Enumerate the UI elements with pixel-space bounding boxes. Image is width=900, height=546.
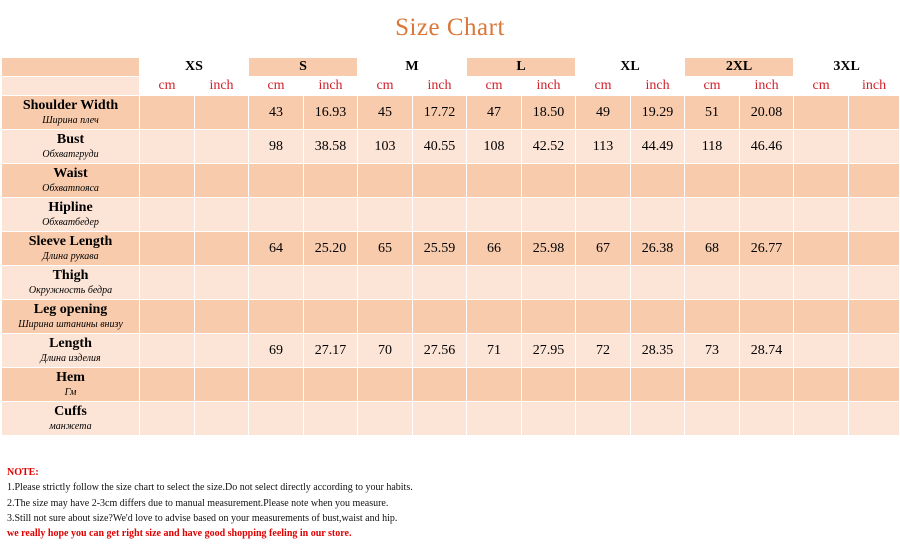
- measurement-name-russian: манжета: [49, 421, 92, 432]
- measurement-row: [2, 130, 900, 164]
- value-cell: 67: [576, 232, 631, 266]
- measurement-name: Sleeve Length: [28, 234, 113, 249]
- value-cell: [740, 164, 794, 198]
- unit-header-row: [2, 77, 900, 96]
- value-cell: [358, 164, 413, 198]
- value-cell: [685, 198, 740, 232]
- unit-cm-m: cm: [358, 77, 413, 96]
- value-cell: 73: [685, 334, 740, 368]
- measurement-name: Cuffs: [54, 404, 87, 419]
- value-cell: 44.49: [631, 130, 685, 164]
- value-cell: [522, 266, 576, 300]
- size-header-s: S: [249, 58, 358, 77]
- value-cell: 66: [467, 232, 522, 266]
- value-cell: 45: [358, 96, 413, 130]
- value-cell: [195, 368, 249, 402]
- value-cell: [849, 130, 900, 164]
- unit-inch-3xl: inch: [849, 77, 900, 96]
- measurement-row: [2, 164, 900, 198]
- value-cell: [467, 266, 522, 300]
- value-cell: [794, 96, 849, 130]
- value-cell: [140, 96, 195, 130]
- value-cell: 40.55: [413, 130, 467, 164]
- size-header-3xl: 3XL: [794, 58, 900, 77]
- value-cell: [413, 402, 467, 436]
- unit-inch-xl: inch: [631, 77, 685, 96]
- value-cell: [631, 368, 685, 402]
- value-cell: [740, 198, 794, 232]
- value-cell: 47: [467, 96, 522, 130]
- measurement-label-cell: [2, 232, 140, 266]
- value-cell: 42.52: [522, 130, 576, 164]
- value-cell: [304, 164, 358, 198]
- note-line-3: 3.Still not sure about size?We'd love to advise based on your measurements of bust,waist and hip.: [7, 512, 398, 524]
- value-cell: [794, 232, 849, 266]
- value-cell: 43: [249, 96, 304, 130]
- value-cell: [849, 164, 900, 198]
- value-cell: [249, 368, 304, 402]
- value-cell: [467, 164, 522, 198]
- value-cell: [685, 402, 740, 436]
- measurement-name: Thigh: [52, 268, 89, 283]
- value-cell: [849, 198, 900, 232]
- value-cell: [522, 198, 576, 232]
- value-cell: 19.29: [631, 96, 685, 130]
- measurement-name: Length: [49, 336, 92, 351]
- value-cell: 118: [685, 130, 740, 164]
- measurement-name-russian: Длина изделия: [40, 353, 101, 364]
- value-cell: [413, 368, 467, 402]
- unit-inch-2xl: inch: [740, 77, 794, 96]
- value-cell: [740, 266, 794, 300]
- value-cell: [849, 232, 900, 266]
- measurement-name-russian: Ширина штанины внизу: [18, 319, 123, 330]
- value-cell: 27.95: [522, 334, 576, 368]
- value-cell: [413, 300, 467, 334]
- unit-inch-m: inch: [413, 77, 467, 96]
- measurement-label-cell: [2, 266, 140, 300]
- value-cell: [849, 334, 900, 368]
- value-cell: [195, 198, 249, 232]
- measurement-name: Hem: [56, 370, 85, 385]
- measurement-label-cell: [2, 334, 140, 368]
- value-cell: [849, 300, 900, 334]
- value-cell: [631, 164, 685, 198]
- value-cell: [140, 300, 195, 334]
- value-cell: [740, 402, 794, 436]
- notes-section: [7, 465, 887, 541]
- notes-closing: we really hope you can get right size and have good shopping feeling in our store.: [7, 528, 352, 540]
- value-cell: [794, 266, 849, 300]
- value-cell: [304, 300, 358, 334]
- value-cell: 65: [358, 232, 413, 266]
- value-cell: 27.56: [413, 334, 467, 368]
- value-cell: [631, 198, 685, 232]
- value-cell: [140, 198, 195, 232]
- measurement-row: [2, 334, 900, 368]
- value-cell: [522, 300, 576, 334]
- measurement-label-cell: [2, 300, 140, 334]
- value-cell: [195, 266, 249, 300]
- size-header-2xl: 2XL: [685, 58, 794, 77]
- value-cell: [467, 198, 522, 232]
- unit-inch-xs: inch: [195, 77, 249, 96]
- unit-corner-cell: [2, 77, 140, 96]
- value-cell: [358, 402, 413, 436]
- value-cell: [140, 164, 195, 198]
- value-cell: [304, 198, 358, 232]
- unit-cm-xl: cm: [576, 77, 631, 96]
- value-cell: 98: [249, 130, 304, 164]
- measurement-label-cell: [2, 368, 140, 402]
- value-cell: [794, 402, 849, 436]
- value-cell: [195, 164, 249, 198]
- value-cell: [794, 130, 849, 164]
- measurement-name: Bust: [56, 132, 85, 147]
- measurement-label-cell: [2, 164, 140, 198]
- notes-heading: NOTE:: [7, 467, 39, 478]
- value-cell: [195, 232, 249, 266]
- value-cell: [249, 164, 304, 198]
- unit-cm-3xl: cm: [794, 77, 849, 96]
- measurement-name-russian: Обхватбедер: [42, 217, 99, 228]
- size-header-xs: XS: [140, 58, 249, 77]
- value-cell: [685, 300, 740, 334]
- value-cell: [195, 300, 249, 334]
- value-cell: [522, 402, 576, 436]
- value-cell: [576, 164, 631, 198]
- value-cell: 51: [685, 96, 740, 130]
- value-cell: [140, 232, 195, 266]
- value-cell: [140, 130, 195, 164]
- value-cell: [249, 198, 304, 232]
- value-cell: [467, 300, 522, 334]
- value-cell: 17.72: [413, 96, 467, 130]
- note-line-1: 1.Please strictly follow the size chart to select the size.Do not select directly according to your habits.: [7, 482, 413, 494]
- measurement-row: [2, 368, 900, 402]
- measurement-row: [2, 198, 900, 232]
- value-cell: [413, 198, 467, 232]
- size-chart-table: [1, 57, 900, 436]
- value-cell: [304, 368, 358, 402]
- value-cell: [195, 402, 249, 436]
- value-cell: [358, 300, 413, 334]
- value-cell: [631, 300, 685, 334]
- value-cell: 108: [467, 130, 522, 164]
- measurement-name-russian: Гм: [64, 387, 77, 398]
- value-cell: 70: [358, 334, 413, 368]
- value-cell: [195, 96, 249, 130]
- value-cell: 25.20: [304, 232, 358, 266]
- unit-cm-xs: cm: [140, 77, 195, 96]
- value-cell: [849, 402, 900, 436]
- value-cell: 113: [576, 130, 631, 164]
- value-cell: 27.17: [304, 334, 358, 368]
- value-cell: [849, 368, 900, 402]
- value-cell: [576, 368, 631, 402]
- value-cell: [140, 402, 195, 436]
- value-cell: [249, 402, 304, 436]
- value-cell: [140, 334, 195, 368]
- unit-cm-s: cm: [249, 77, 304, 96]
- value-cell: 103: [358, 130, 413, 164]
- value-cell: [685, 164, 740, 198]
- value-cell: [740, 300, 794, 334]
- value-cell: 25.98: [522, 232, 576, 266]
- measurement-row: [2, 96, 900, 130]
- value-cell: [849, 266, 900, 300]
- value-cell: [794, 300, 849, 334]
- value-cell: 38.58: [304, 130, 358, 164]
- unit-cm-2xl: cm: [685, 77, 740, 96]
- measurement-name: Hipline: [48, 200, 93, 215]
- value-cell: [631, 402, 685, 436]
- value-cell: [794, 164, 849, 198]
- value-cell: [358, 266, 413, 300]
- size-header-row: [2, 58, 900, 77]
- corner-cell: [2, 58, 140, 77]
- measurement-name-russian: Ширина плеч: [42, 115, 99, 126]
- measurement-name-russian: Окружность бедра: [28, 285, 113, 296]
- value-cell: [413, 164, 467, 198]
- value-cell: [140, 266, 195, 300]
- value-cell: 28.74: [740, 334, 794, 368]
- value-cell: [849, 96, 900, 130]
- value-cell: 71: [467, 334, 522, 368]
- value-cell: [195, 130, 249, 164]
- measurement-row: [2, 402, 900, 436]
- measurement-label-cell: [2, 198, 140, 232]
- measurement-row: [2, 266, 900, 300]
- value-cell: [794, 198, 849, 232]
- unit-inch-l: inch: [522, 77, 576, 96]
- value-cell: [140, 368, 195, 402]
- value-cell: 69: [249, 334, 304, 368]
- value-cell: [576, 300, 631, 334]
- measurement-row: [2, 300, 900, 334]
- value-cell: [740, 368, 794, 402]
- value-cell: 18.50: [522, 96, 576, 130]
- value-cell: 26.38: [631, 232, 685, 266]
- size-header-l: L: [467, 58, 576, 77]
- value-cell: 26.77: [740, 232, 794, 266]
- value-cell: 25.59: [413, 232, 467, 266]
- measurement-label-cell: [2, 402, 140, 436]
- measurement-label-cell: [2, 96, 140, 130]
- measurement-name-russian: Обхватгруди: [42, 149, 99, 160]
- size-header-m: M: [358, 58, 467, 77]
- measurement-name-russian: Длина рукава: [42, 251, 99, 262]
- value-cell: 16.93: [304, 96, 358, 130]
- measurement-row: [2, 232, 900, 266]
- value-cell: [576, 402, 631, 436]
- value-cell: [794, 368, 849, 402]
- value-cell: 28.35: [631, 334, 685, 368]
- value-cell: [358, 198, 413, 232]
- value-cell: [195, 334, 249, 368]
- value-cell: [413, 266, 467, 300]
- measurement-label-cell: [2, 130, 140, 164]
- unit-inch-s: inch: [304, 77, 358, 96]
- measurement-name: Waist: [53, 166, 88, 181]
- value-cell: 68: [685, 232, 740, 266]
- value-cell: [576, 198, 631, 232]
- value-cell: [249, 266, 304, 300]
- measurement-name: Leg opening: [33, 302, 108, 317]
- value-cell: [685, 266, 740, 300]
- value-cell: [304, 266, 358, 300]
- value-cell: [685, 368, 740, 402]
- value-cell: 49: [576, 96, 631, 130]
- unit-cm-l: cm: [467, 77, 522, 96]
- value-cell: [358, 368, 413, 402]
- value-cell: 64: [249, 232, 304, 266]
- page-title: Size Chart: [395, 14, 505, 41]
- size-header-xl: XL: [576, 58, 685, 77]
- value-cell: [467, 402, 522, 436]
- note-line-2: 2.The size may have 2-3cm differs due to manual measurement.Please note when you measure.: [7, 497, 389, 509]
- value-cell: [631, 266, 685, 300]
- measurement-name: Shoulder Width: [22, 98, 119, 113]
- value-cell: [467, 368, 522, 402]
- value-cell: [522, 164, 576, 198]
- value-cell: [304, 402, 358, 436]
- value-cell: 46.46: [740, 130, 794, 164]
- value-cell: 72: [576, 334, 631, 368]
- value-cell: [249, 300, 304, 334]
- value-cell: 20.08: [740, 96, 794, 130]
- value-cell: [576, 266, 631, 300]
- value-cell: [794, 334, 849, 368]
- measurement-name-russian: Обхватпояса: [42, 183, 99, 194]
- value-cell: [522, 368, 576, 402]
